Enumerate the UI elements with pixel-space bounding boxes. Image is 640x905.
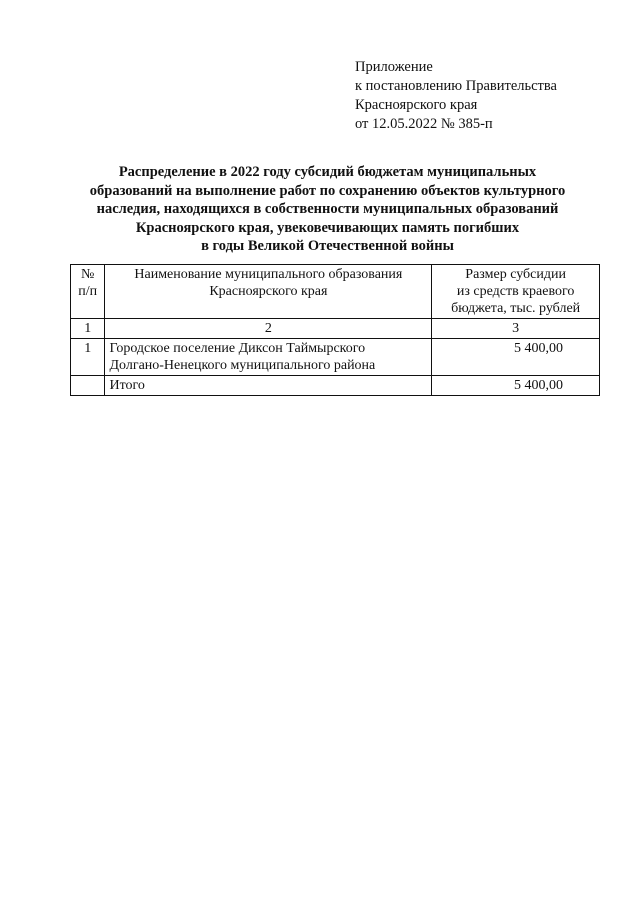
appendix-line: Красноярского края: [355, 97, 478, 113]
title-line: Красноярского края, увековечивающих память погибших: [135, 219, 520, 236]
column-number-cell: 2: [105, 319, 432, 339]
title-line: в годы Великой Отечественной войны: [201, 238, 454, 254]
column-number-row: [71, 319, 600, 339]
total-number-cell: [71, 376, 105, 396]
total-amount-cell: 5 400,00: [432, 376, 600, 396]
column-number-cell: 3: [432, 319, 600, 339]
subsidy-distribution-table: [70, 264, 600, 396]
header-text: Наименование муниципального образования: [134, 267, 403, 282]
appendix-line: Приложение: [355, 59, 433, 75]
appendix-line: от 12.05.2022 № 385-п: [355, 116, 493, 132]
header-text: из средств краевого: [456, 284, 575, 299]
title-line: образований на выполнение работ по сохранению объектов культурного: [89, 182, 566, 199]
row-number-cell: 1: [71, 339, 105, 376]
row-name-cell: [105, 339, 432, 376]
appendix-header: [355, 58, 557, 134]
row-name-text: Долгано-Ненецкого муниципального района: [109, 358, 376, 373]
header-text: Размер субсидии: [465, 267, 566, 282]
header-text: Красноярского края: [209, 284, 328, 299]
header-cell-amount: [432, 265, 600, 319]
header-cell-name: [105, 265, 432, 319]
title-line: наследия, находящихся в собственности муниципальных образований: [96, 201, 559, 217]
total-row: [71, 376, 600, 396]
row-amount-cell: 5 400,00: [432, 339, 600, 376]
header-text: №: [81, 267, 95, 282]
header-text: бюджета, тыс. рублей: [451, 301, 581, 316]
appendix-line: к постановлению Правительства: [355, 78, 557, 94]
title-line: Распределение в 2022 году субсидий бюджетам муниципальных: [118, 164, 537, 180]
table-header-row: [71, 265, 600, 319]
table-row: [71, 339, 600, 376]
header-cell-number: [71, 265, 105, 319]
row-name-text: Городское поселение Диксон Таймырского: [109, 341, 366, 356]
column-number-cell: 1: [71, 319, 105, 339]
document-title: [60, 163, 595, 256]
header-text: п/п: [78, 284, 98, 299]
total-label-cell: Итого: [105, 376, 432, 396]
